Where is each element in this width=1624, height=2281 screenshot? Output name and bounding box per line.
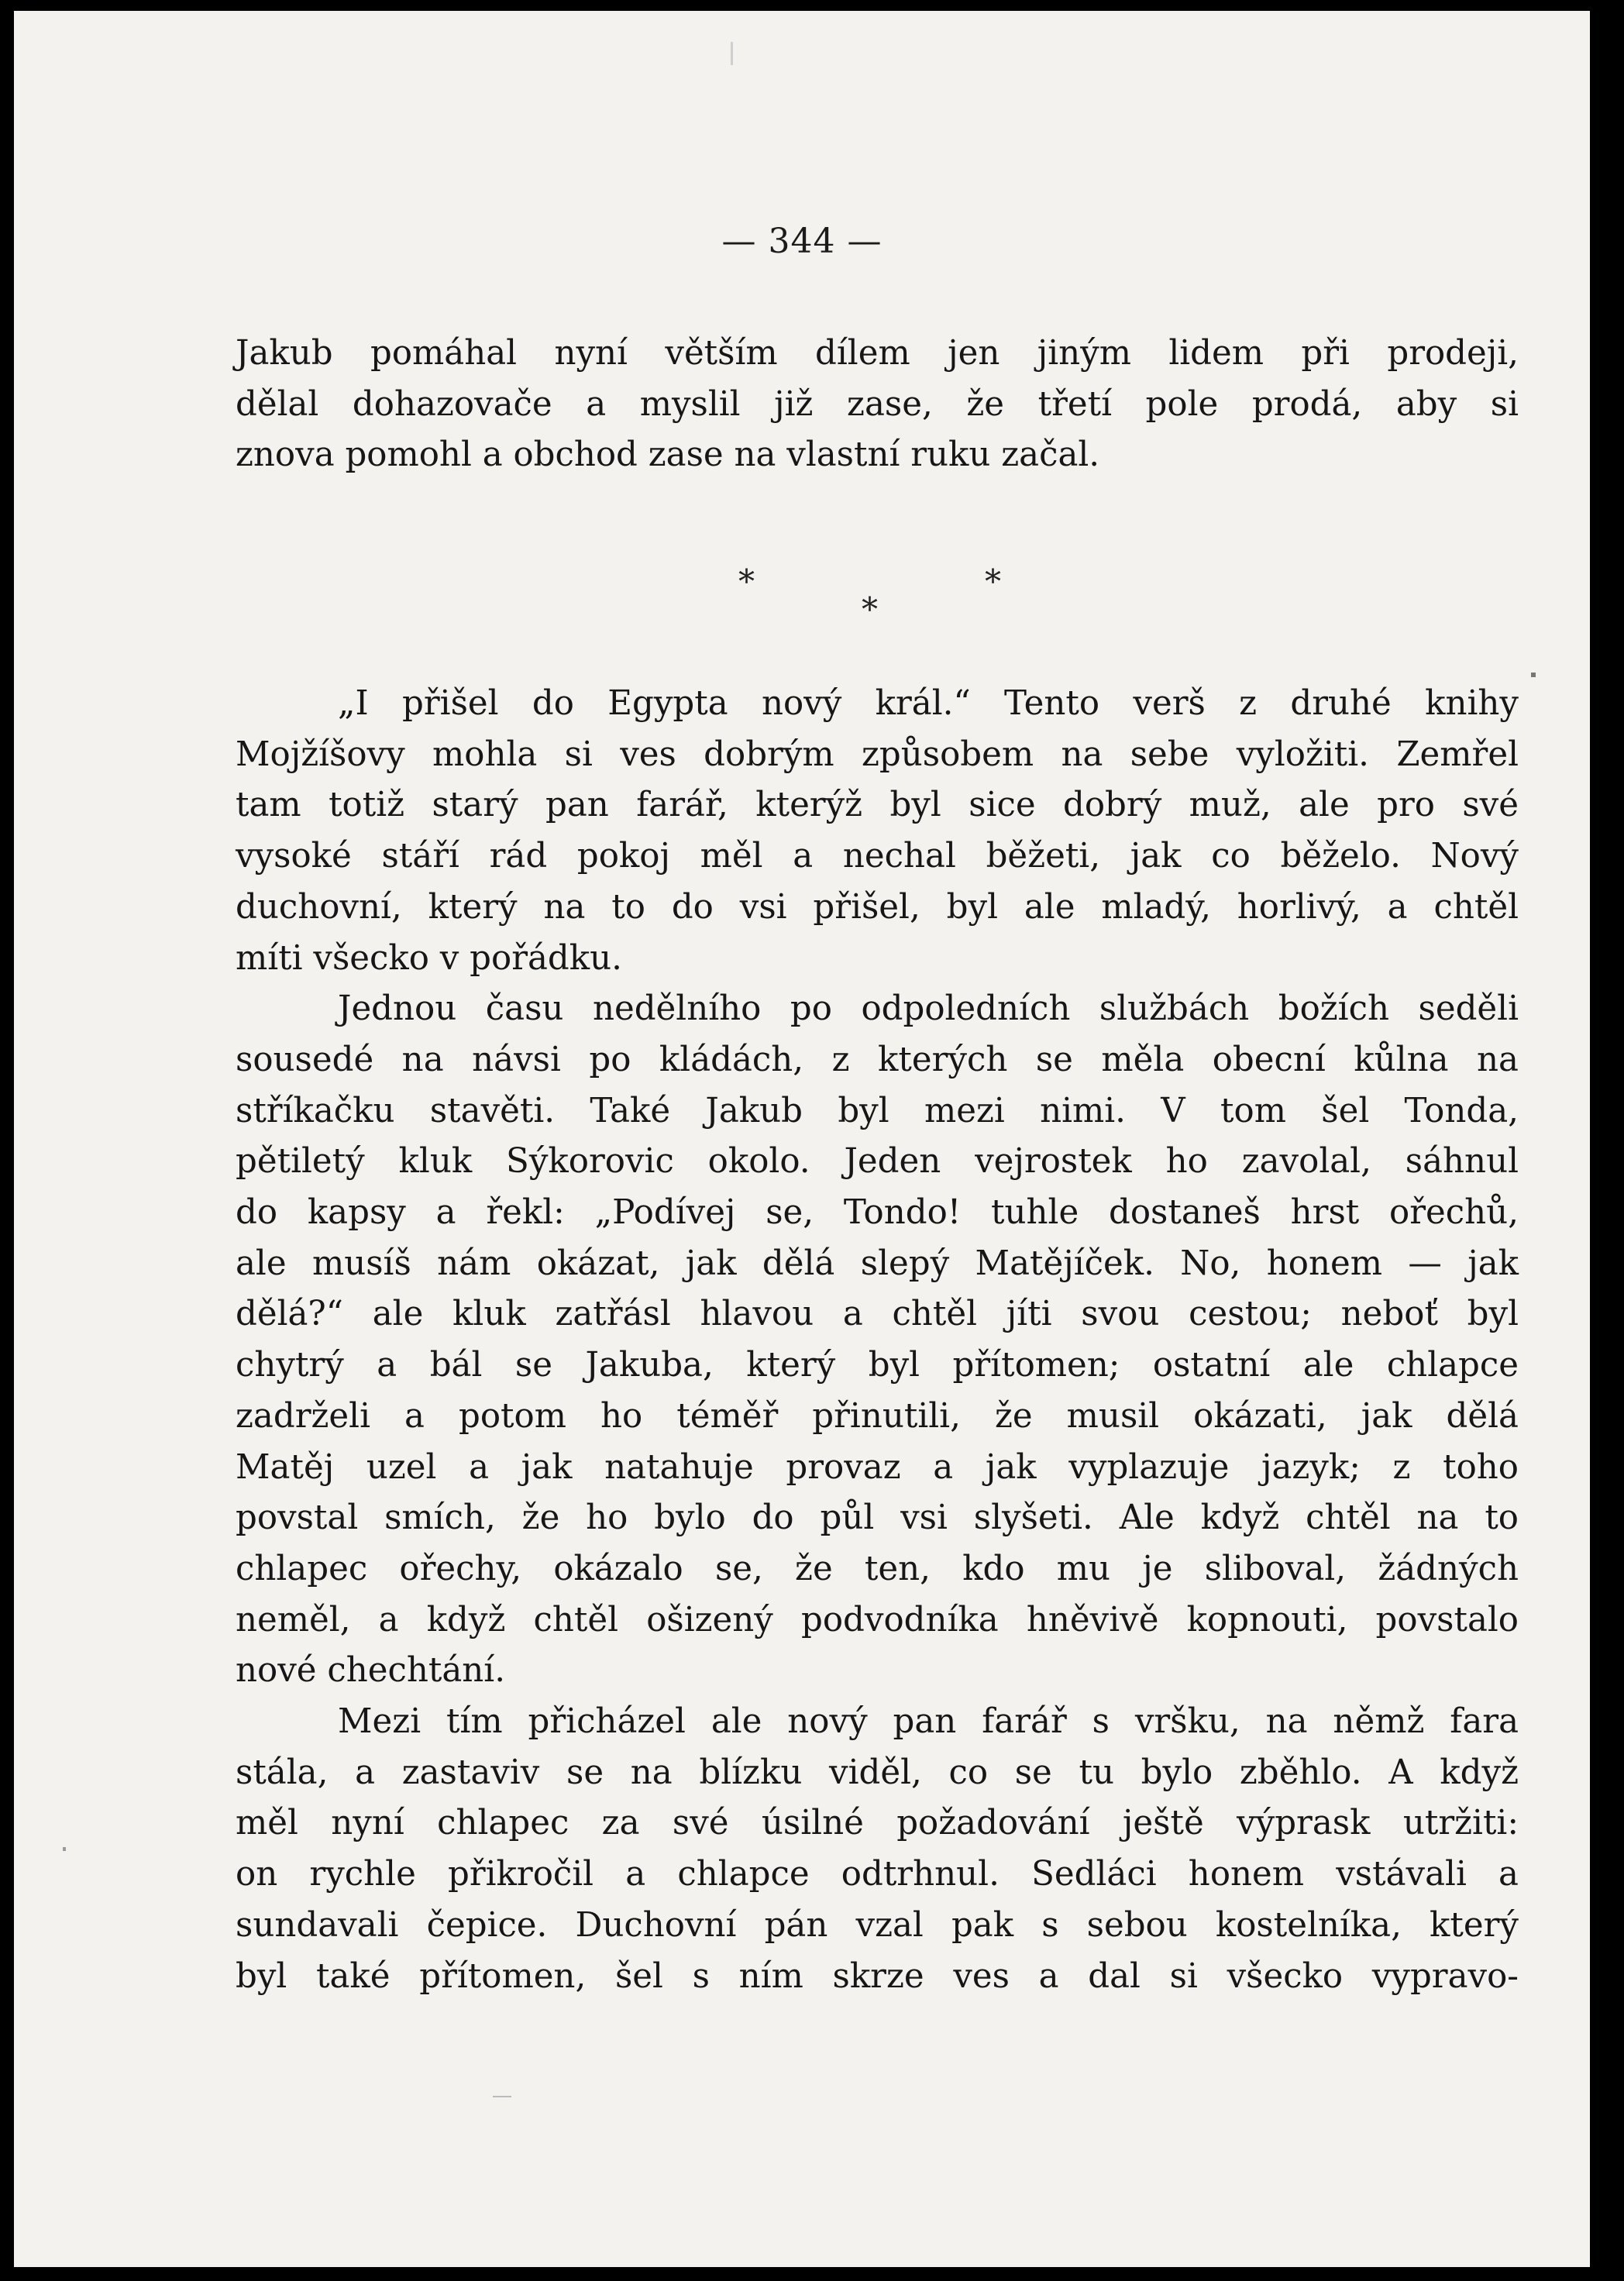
- text-line: pětiletý kluk Sýkorovic okolo. Jeden vejrostek ho zavolal, sáhnul: [236, 1142, 1519, 1182]
- text-line: zadrželi a potom ho téměř přinutili, že musil okázati, jak dělá: [236, 1396, 1519, 1436]
- text-line: Mezi tím přicházel ale nový pan farář s vršku, na němž fara: [338, 1702, 1519, 1742]
- text-line: stála, a zastaviv se na blízku viděl, co se tu bylo zběhlo. A když: [236, 1753, 1519, 1792]
- book-page: [14, 11, 1590, 2267]
- text-line: duchovní, který na to do vsi přišel, byl ale mladý, horlivý, a chtěl: [236, 887, 1519, 927]
- text-line: dělá?“ ale kluk zatřásl hlavou a chtěl jíti svou cestou; neboť byl: [236, 1295, 1519, 1334]
- scan-speck: [63, 1847, 66, 1851]
- text-line: míti všecko v pořádku.: [236, 938, 622, 978]
- paragraph-2: [236, 679, 1519, 984]
- text-line: nové chechtání.: [236, 1651, 506, 1691]
- text-line: Jednou času nedělního po odpoledních službách božích seděli: [338, 989, 1519, 1029]
- paragraph-block-1: [236, 329, 1519, 481]
- text-line: znova pomohl a obchod zase na vlastní ruku začal.: [236, 435, 1100, 475]
- text-line: měl nyní chlapec za své úsilné požadování ještě výprask utržiti:: [236, 1804, 1519, 1843]
- text-line: tam totiž starý pan farář, kterýž byl sice dobrý muž, ale pro své: [236, 786, 1519, 825]
- text-line: Jakub pomáhal nyní větším dílem jen jiným lidem při prodeji,: [236, 334, 1519, 373]
- scan-speck: [731, 42, 733, 65]
- text-line: byl také přítomen, šel s ním skrze ves a dal si všecko vypravo-: [236, 1956, 1519, 1996]
- text-line: neměl, a když chtěl ošizený podvodníka hněvivě kopnouti, povstalo: [236, 1600, 1519, 1639]
- text-line: „I přišel do Egypta nový král.“ Tento verš z druhé knihy: [338, 684, 1519, 723]
- text-line: do kapsy a řekl: „Podívej se, Tondo! tuhle dostaneš hrst ořechů,: [236, 1193, 1519, 1233]
- text-line: chlapec ořechy, okázalo se, že ten, kdo mu je sliboval, žádných: [236, 1549, 1519, 1588]
- section-break-asterism: [14, 553, 1590, 638]
- text-line: vysoké stáří rád pokoj měl a nechal běžeti, jak co běželo. Nový: [236, 837, 1519, 876]
- text-line: Matěj uzel a jak natahuje provaz a jak vyplazuje jazyk; z toho: [236, 1447, 1519, 1487]
- asterisk: *: [862, 590, 878, 628]
- text-line: stříkačku stavěti. Také Jakub byl mezi nimi. V tom šel Tonda,: [236, 1091, 1519, 1130]
- text-line: sousedé na návsi po kládách, z kterých se měla obecní kůlna na: [236, 1040, 1519, 1079]
- text-line: sundavali čepice. Duchovní pán vzal pak s sebou kostelníka, který: [236, 1905, 1519, 1945]
- text-line: on rychle přikročil a chlapce odtrhnul. Sedláci honem vstávali a: [236, 1855, 1519, 1894]
- text-line: ale musíš nám okázat, jak dělá slepý Matějíček. No, honem — jak: [236, 1244, 1519, 1283]
- asterisk: *: [985, 563, 1001, 600]
- text-line: chytrý a bál se Jakuba, který byl přítomen; ostatní ale chlapce: [236, 1346, 1519, 1385]
- scan-speck: [1531, 673, 1536, 677]
- text-line: povstal smích, že ho bylo do půl vsi slyšeti. Ale když chtěl na to: [236, 1498, 1519, 1538]
- page-number: — 344 —: [721, 222, 883, 261]
- text-line: Mojžíšovy mohla si ves dobrým způsobem na sebe vyložiti. Zemřel: [236, 735, 1519, 774]
- paragraph-3: [236, 984, 1519, 1697]
- scan-speck: [493, 2096, 511, 2097]
- text-line: dělal dohazovače a myslil již zase, že třetí pole prodá, aby si: [236, 384, 1519, 424]
- paragraph-4: [236, 1697, 1519, 2002]
- asterisk: *: [738, 563, 755, 600]
- paragraph-block-2: [236, 679, 1519, 2002]
- paragraph-1: [236, 329, 1519, 481]
